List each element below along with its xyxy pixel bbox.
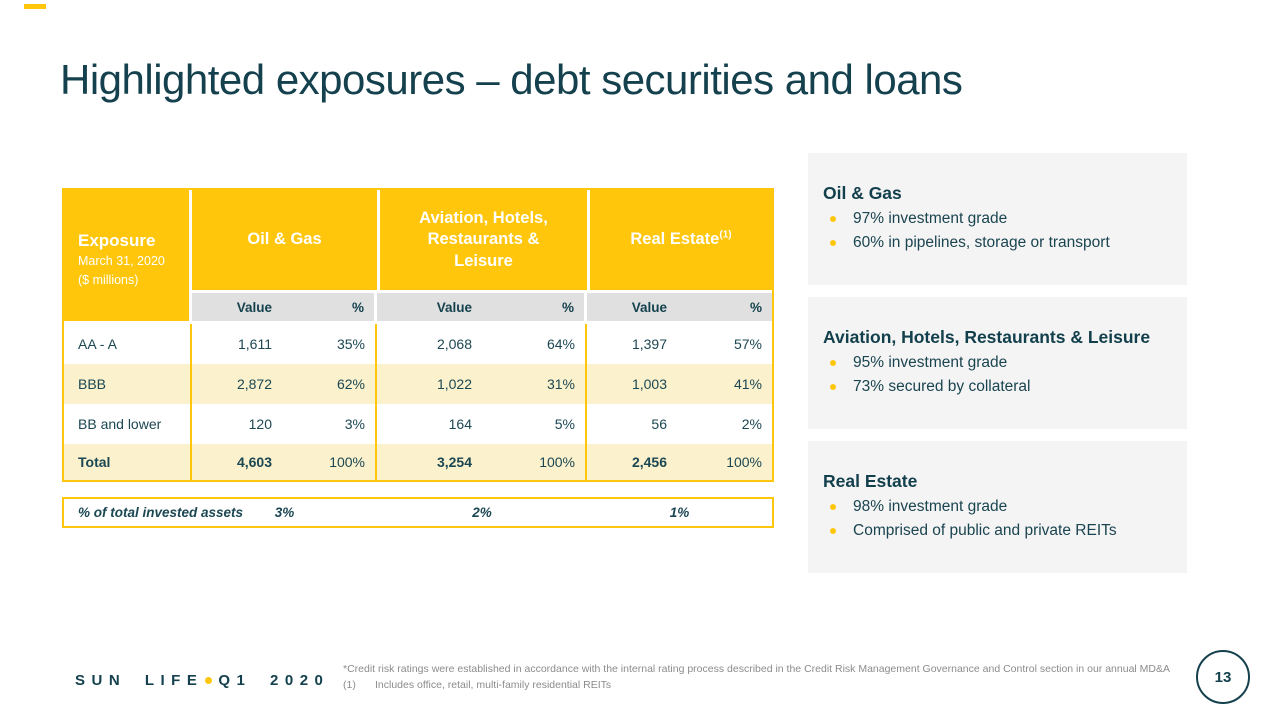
bullet-item: Comprised of public and private REITs bbox=[823, 519, 1187, 543]
invested-assets-strip bbox=[62, 497, 774, 528]
cell-pct: 100% bbox=[302, 444, 377, 480]
cell-value: 1,397 bbox=[587, 324, 697, 364]
cell-pct: 57% bbox=[697, 324, 772, 364]
row-label: BB and lower bbox=[64, 404, 192, 444]
cell-value: 1,611 bbox=[192, 324, 302, 364]
callout-heading: Real Estate bbox=[823, 471, 918, 491]
invested-assets-label: % of total invested assets bbox=[78, 505, 244, 520]
brand-name: SUN LIFE bbox=[75, 672, 204, 689]
cell-pct: 31% bbox=[502, 364, 587, 404]
exposure-table bbox=[62, 188, 774, 482]
callout-oil-gas bbox=[808, 153, 1187, 285]
group-superscript: (1) bbox=[719, 229, 732, 241]
callout-heading: Aviation, Hotels, Restaurants & Leisure bbox=[823, 327, 1151, 347]
table-corner-header bbox=[64, 190, 192, 324]
page-number: 13 bbox=[1214, 668, 1232, 686]
cell-value: 120 bbox=[192, 404, 302, 444]
brand-dot-icon bbox=[205, 677, 212, 684]
bullet-item: 97% investment grade bbox=[823, 207, 1187, 231]
callout-bullets bbox=[823, 207, 1187, 255]
footnote-marker: (1) bbox=[343, 678, 356, 691]
footnote-text: Includes office, retail, multi-family residential REITs bbox=[375, 678, 612, 691]
brand-quarter: Q1 2020 bbox=[218, 672, 330, 689]
cell-value: 2,456 bbox=[587, 444, 697, 480]
subheader-pct: % bbox=[302, 293, 377, 324]
bullet-item: 60% in pipelines, storage or transport bbox=[823, 231, 1187, 255]
cell-pct: 64% bbox=[502, 324, 587, 364]
page-title: Highlighted exposures – debt securities and loans bbox=[60, 56, 963, 103]
subheader-value: Value bbox=[192, 293, 302, 324]
cell-pct: 62% bbox=[302, 364, 377, 404]
page-number-badge bbox=[1196, 650, 1250, 704]
column-group-aviation bbox=[377, 190, 587, 293]
subheader-pct: % bbox=[697, 293, 772, 324]
corner-accent-dash bbox=[24, 4, 46, 9]
footnote-credit-risk: *Credit risk ratings were established in accordance with the internal rating process described in the Credit Risk Management Governance and Control section in our annual MD&A bbox=[343, 663, 1171, 675]
cell-pct: 3% bbox=[302, 404, 377, 444]
row-label: BBB bbox=[64, 364, 192, 404]
callout-real-estate bbox=[808, 441, 1187, 573]
callout-bullets bbox=[823, 351, 1187, 399]
invested-assets-oil-gas: 3% bbox=[274, 505, 295, 520]
cell-value: 2,068 bbox=[377, 324, 502, 364]
cell-value: 1,003 bbox=[587, 364, 697, 404]
cell-pct: 41% bbox=[697, 364, 772, 404]
cell-value: 56 bbox=[587, 404, 697, 444]
group-label: Oil & Gas bbox=[247, 230, 322, 249]
bullet-item: 98% investment grade bbox=[823, 495, 1187, 519]
column-group-real-estate bbox=[587, 190, 772, 293]
bullet-item: 95% investment grade bbox=[823, 351, 1187, 375]
subheader-value: Value bbox=[377, 293, 502, 324]
cell-value: 164 bbox=[377, 404, 502, 444]
subheader-pct: % bbox=[502, 293, 587, 324]
footnotes bbox=[343, 662, 1170, 694]
bullet-item: 73% secured by collateral bbox=[823, 375, 1187, 399]
cell-value: 3,254 bbox=[377, 444, 502, 480]
cell-value: 4,603 bbox=[192, 444, 302, 480]
footnote-reits bbox=[343, 678, 1170, 694]
brand-footer bbox=[75, 672, 329, 689]
row-label: AA - A bbox=[64, 324, 192, 364]
cell-pct: 2% bbox=[697, 404, 772, 444]
corner-heading: Exposure bbox=[78, 231, 156, 250]
corner-date: March 31, 2020 bbox=[78, 254, 165, 269]
cell-value: 2,872 bbox=[192, 364, 302, 404]
invested-assets-aviation: 2% bbox=[472, 505, 492, 520]
cell-value: 1,022 bbox=[377, 364, 502, 404]
invested-assets-real-estate: 1% bbox=[669, 505, 690, 520]
cell-pct: 100% bbox=[502, 444, 587, 480]
column-group-oil-gas bbox=[192, 190, 377, 293]
row-label: Total bbox=[64, 444, 192, 480]
group-label: Aviation, Hotels, Restaurants & Leisure bbox=[419, 208, 548, 270]
subheader-value: Value bbox=[587, 293, 697, 324]
corner-units: ($ millions) bbox=[78, 273, 139, 288]
callout-heading: Oil & Gas bbox=[823, 183, 902, 203]
cell-pct: 35% bbox=[302, 324, 377, 364]
group-label: Real Estate bbox=[630, 230, 720, 249]
callout-bullets bbox=[823, 495, 1187, 543]
cell-pct: 100% bbox=[697, 444, 772, 480]
callout-aviation bbox=[808, 297, 1187, 429]
cell-pct: 5% bbox=[502, 404, 587, 444]
